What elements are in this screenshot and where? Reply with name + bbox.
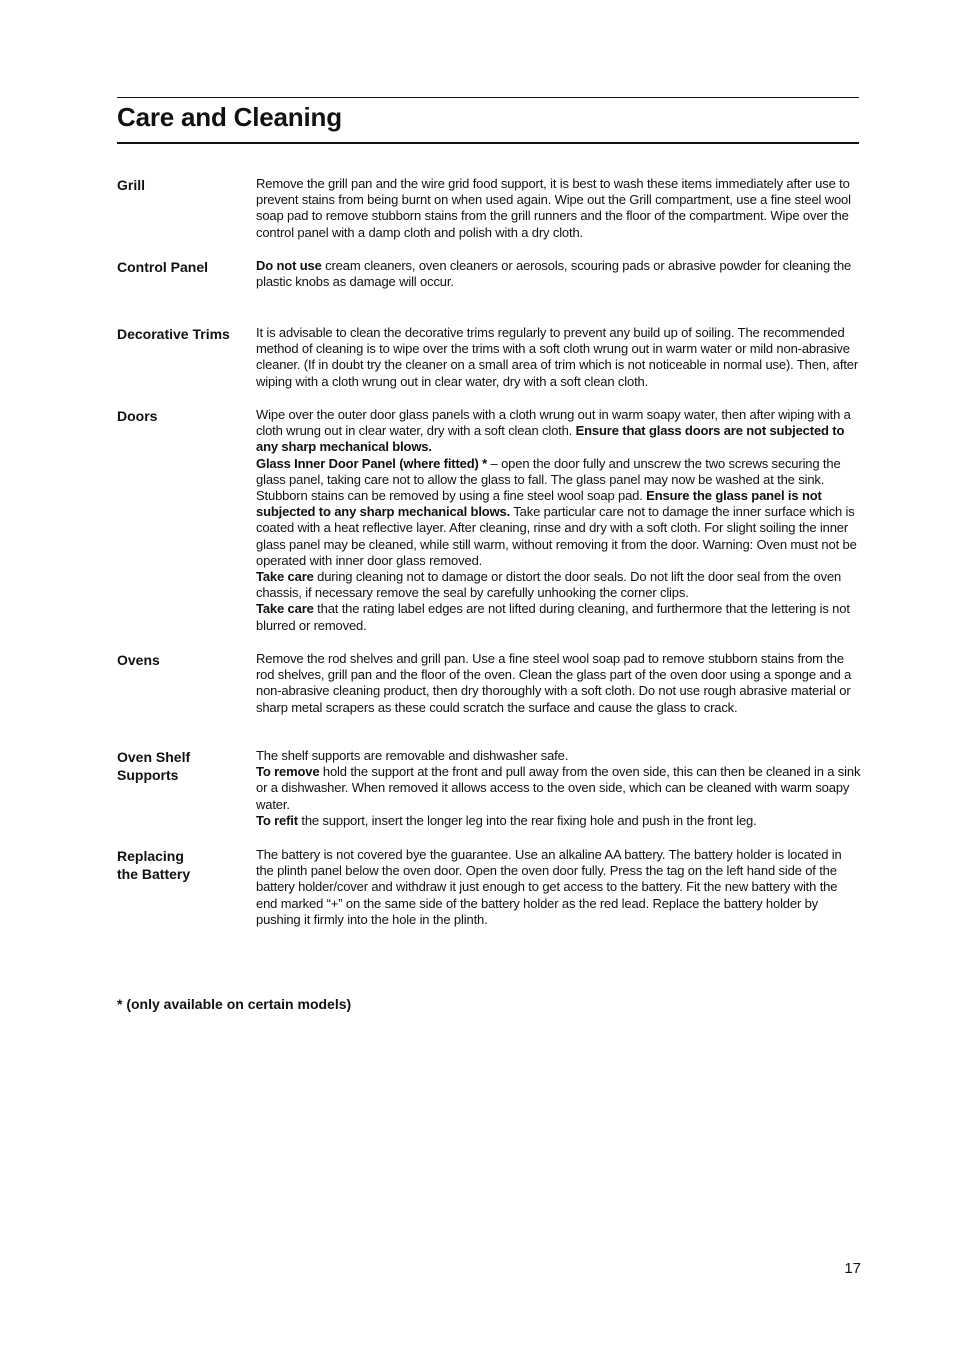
header-bottom-rule [117,142,859,144]
section-body [256,748,861,829]
shelf-supports-paragraph-remove: To remove hold the support at the front and pull away from the oven side, this can then be cleaned in a sink or a dishwasher. When removed it allows access to the oven side, which can be cleaned with warm soapy water. [256,764,861,812]
section-body: The battery is not covered bye the guarantee. Use an alkaline AA battery. The battery holder is located in the plinth panel below the oven door. Open the oven door fully. Press the tag on the left hand side of the battery holder/cover and withdraw it just enough to get access to the battery. Fit the new battery with the end marked “+” on the same side of the battery holder as the red lead. Replace the battery holder by pushing it firmly into the hole in the plinth. [256,847,842,927]
footnote: * (only available on certain models) [117,996,352,1012]
section-label: Ovens [117,652,160,668]
header-top-rule [117,97,859,98]
section-body: Do not use cream cleaners, oven cleaners or aerosols, scouring pads or abrasive powder for cleaning the plastic knobs as damage will occur. [256,258,852,290]
section-label: Control Panel [117,259,209,275]
shelf-supports-paragraph-refit: To refit the support, insert the longer leg into the rear fixing hole and push in the front leg. [256,812,757,828]
section-label: Grill [117,177,146,193]
doors-paragraph-door-seals: Take care during cleaning not to damage or distort the door seals. Do not lift the door seal from the oven chassis, if necessary remove the seal by carefully unhooking the corner clips. [256,569,842,601]
section-body: Remove the rod shelves and grill pan. Use a fine steel wool soap pad to remove stubborn stains from the rod shelves, grill pan and the floor of the oven. Clean the glass part of the oven door using a sponge and a non-abrasive cleaning product, then dry thoroughly with a soft cloth. Do not use rough abrasive material or sharp metal scrapers as these could scratch the surface and cause the glass to crack. [256,651,852,715]
doors-paragraph-inner-glass: Glass Inner Door Panel (where fitted) * – open the door fully and unscrew the two screws securing the glass panel, taking care not to allow the glass to fall. The glass panel may now be washed at the sink. Stubborn stains can be removed by using a fine steel wool soap pad. Ensure the glass panel is not subjected to any sharp mechanical blows. Take particular care not to damage the inner surface which is coated with a heat reflective layer. After cleaning, rinse and dry with a soft cloth. For slight soiling the inner glass panel may be cleaned, while still warm, without removing it from the door. Warning: Oven must not be operated with inner door glass removed. [256,455,857,568]
doors-paragraph-rating-label: Take care that the rating label edges are not lifted during cleaning, and furthermore that the lettering is not blurred or removed. [256,601,850,633]
section-body [256,407,861,634]
section-label: Doors [117,408,158,424]
section-label: Oven Shelf Supports [117,749,191,783]
section-body: It is advisable to clean the decorative trims regularly to prevent any build up of soiling. The recommended method of cleaning is to wipe over the trims with a soft cloth wrung out in warm water or mild non-abrasive cleaner. (If in doubt try the cleaner on a small area of trim which is not noticeable in normal use). Then, after wiping with a cloth wrung out in clear water, dry with a soft clean cloth. [256,325,859,389]
shelf-supports-paragraph-intro: The shelf supports are removable and dishwasher safe. [256,748,569,763]
section-label: Decorative Trims [117,326,230,342]
doors-paragraph-outer-glass: Wipe over the outer door glass panels with a cloth wrung out in warm soapy water, then after wiping with a cloth wrung out in clear water, dry with a soft clean cloth. Ensure that glass doors are not subjected to any sharp mechanical blows. [256,407,851,455]
section-body: Remove the grill pan and the wire grid food support, it is best to wash these items immediately after use to prevent stains from being burnt on when used again. Wipe out the Grill compartment, use a fine steel wool soap pad to remove stubborn stains from the grill runners and the floor of the compartment. Wipe over the control panel with a damp cloth and polish with a dry cloth. [256,176,851,240]
page-title: Care and Cleaning [117,102,342,132]
page-number: 17 [844,1260,861,1277]
section-label: Replacing the Battery [117,848,191,882]
